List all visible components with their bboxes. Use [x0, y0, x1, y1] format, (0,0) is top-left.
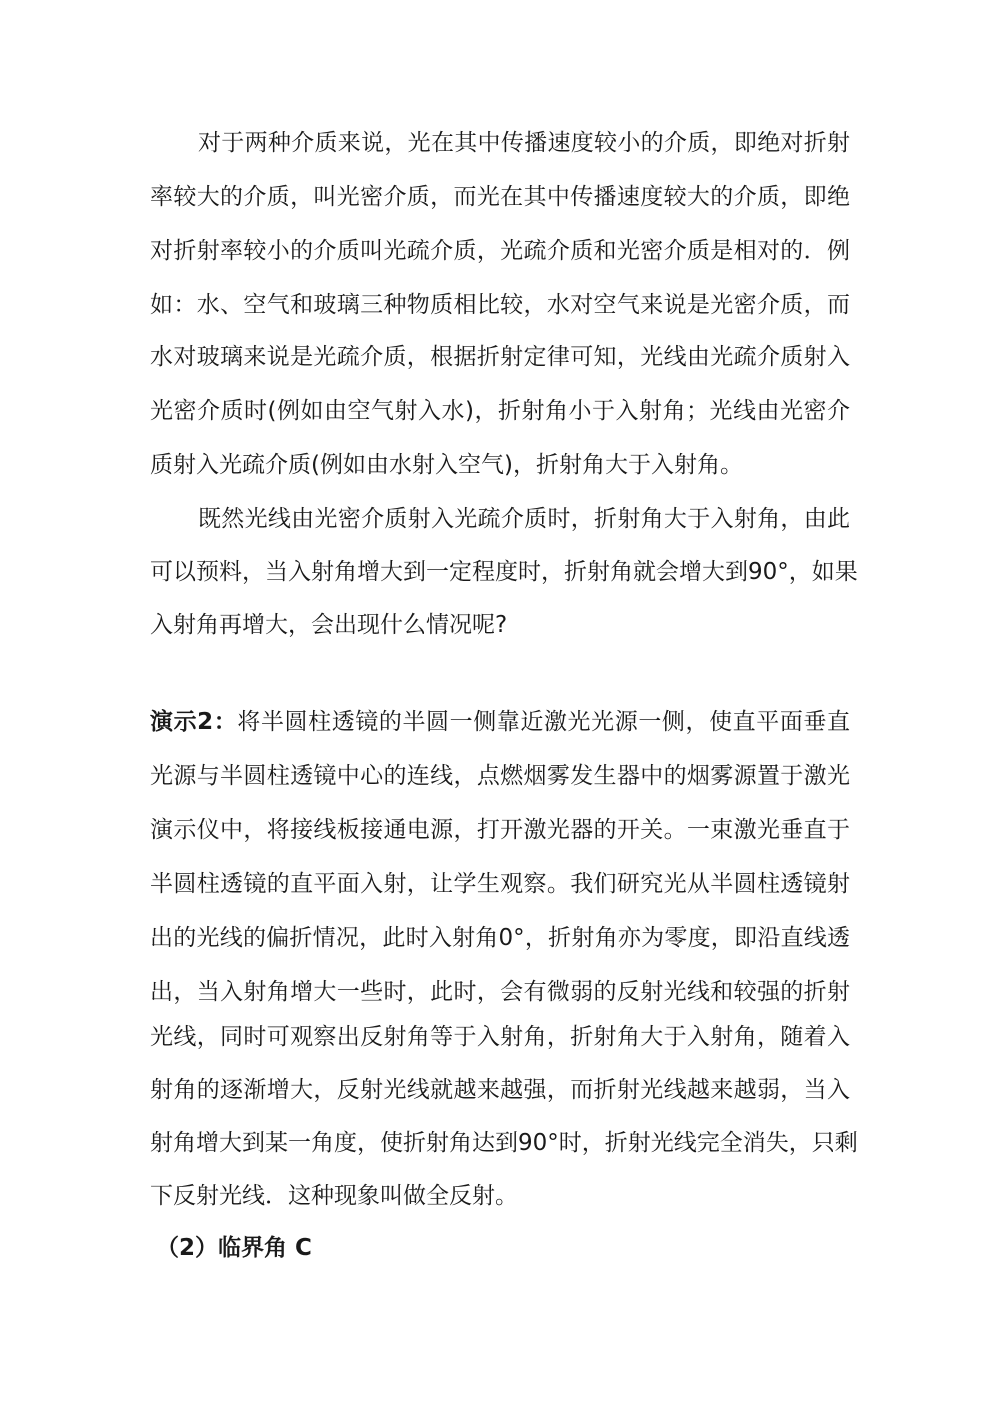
paragraph-1-line-6: 光密介质时(例如由空气射入水)，折射角小于入射角；光线由光密介: [150, 398, 850, 424]
demo-2-line-1: [150, 706, 850, 738]
demo-2-line-10: 下反射光线．这种现象叫做全反射。: [150, 1183, 518, 1209]
paragraph-1-line-1: 对于两种介质来说，光在其中传播速度较小的介质，即绝对折射: [198, 130, 850, 156]
demo-2-line-5: 出的光线的偏折情况，此时入射角0°，折射角亦为零度，即沿直线透: [150, 925, 850, 951]
paragraph-1-line-2: 率较大的介质，叫光密介质，而光在其中传播速度较大的介质，即绝: [150, 184, 850, 210]
section-heading-critical-angle: （2）临界角 C: [156, 1235, 312, 1261]
paragraph-2-line-3: 入射角再增大，会出现什么情况呢?: [150, 612, 508, 638]
paragraph-2-line-2: 可以预料，当入射角增大到一定程度时，折射角就会增大到90°，如果: [150, 559, 858, 585]
demo-2-line-9: 射角增大到某一角度，使折射角达到90°时，折射光线完全消失，只剩: [150, 1130, 858, 1156]
demo-2-line-6: 出，当入射角增大一些时，此时，会有微弱的反射光线和较强的折射: [150, 979, 850, 1005]
paragraph-1-line-7: 质射入光疏介质(例如由水射入空气)，折射角大于入射角。: [150, 452, 743, 478]
demo-2-line-4: 半圆柱透镜的直平面入射，让学生观察。我们研究光从半圆柱透镜射: [150, 871, 850, 897]
demo-2-line-1-text: 将半圆柱透镜的半圆一侧靠近激光光源一侧，使直平面垂直: [237, 709, 851, 735]
demo-2-line-2: 光源与半圆柱透镜中心的连线，点燃烟雾发生器中的烟雾源置于激光: [150, 763, 850, 789]
demo-2-line-3: 演示仪中，将接线板接通电源，打开激光器的开关。一束激光垂直于: [150, 817, 850, 843]
paragraph-1-line-4: 如：水、空气和玻璃三种物质相比较，水对空气来说是光密介质，而: [150, 292, 850, 318]
demo-2-label: 演示2：: [150, 709, 238, 735]
demo-2-line-7: 光线，同时可观察出反射角等于入射角，折射角大于入射角，随着入: [150, 1024, 850, 1050]
paragraph-2-line-1: 既然光线由光密介质射入光疏介质时，折射角大于入射角，由此: [198, 506, 850, 532]
paragraph-1-line-5: 水对玻璃来说是光疏介质，根据折射定律可知，光线由光疏介质射入: [150, 344, 850, 370]
demo-2-line-8: 射角的逐渐增大，反射光线就越来越强，而折射光线越来越弱，当入: [150, 1077, 850, 1103]
paragraph-1-line-3: 对折射率较小的介质叫光疏介质，光疏介质和光密介质是相对的．例: [150, 238, 850, 264]
